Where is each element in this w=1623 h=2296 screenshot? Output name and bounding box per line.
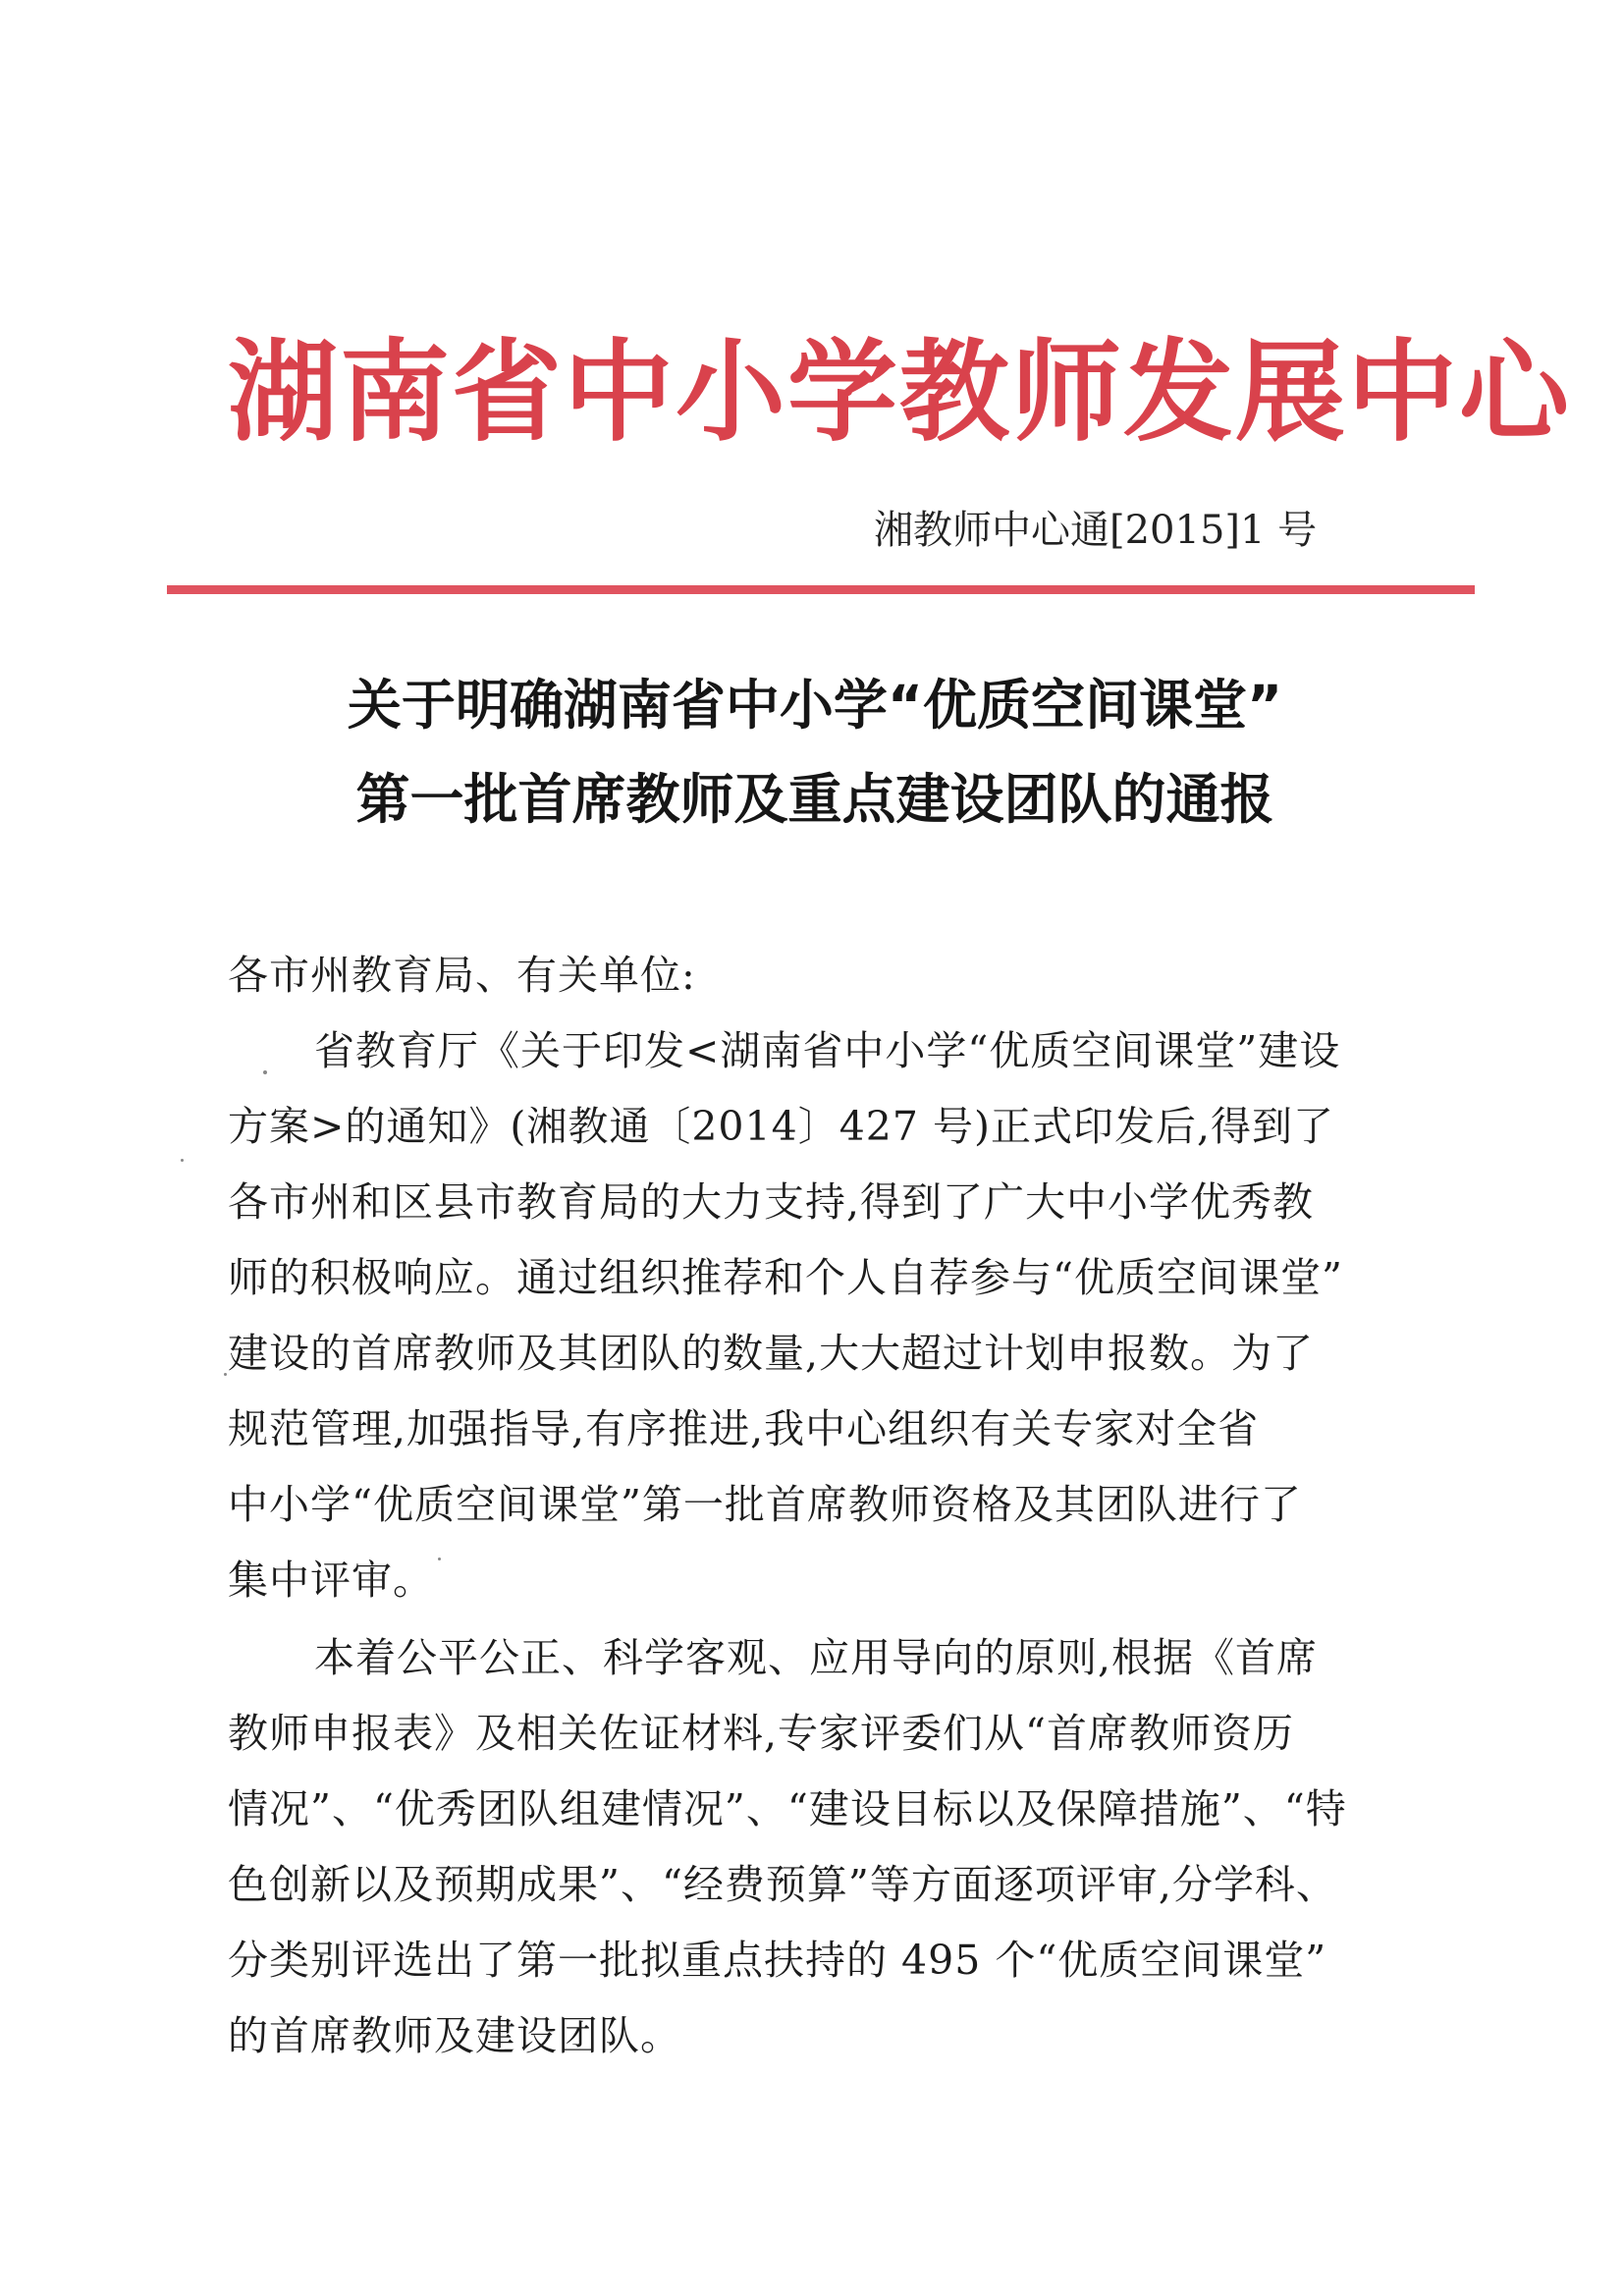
red-divider-line bbox=[167, 585, 1475, 594]
paragraph-1-line: 师的积极响应。通过组织推荐和个人自荐参与“优质空间课堂” bbox=[228, 1254, 1343, 1301]
paragraph-1-line: 各市州和区县市教育局的大力支持,得到了广大中小学优秀教 bbox=[228, 1178, 1315, 1226]
issuing-organization-header: 湖南省中小学教师发展中心 bbox=[228, 329, 1571, 457]
paragraph-2-line: 教师申报表》及相关佐证材料,专家评委们从“首席教师资历 bbox=[228, 1710, 1294, 1757]
document-number: 湘教师中心通[2015]1 号 bbox=[874, 508, 1318, 553]
paragraph-2 bbox=[228, 1620, 1406, 2074]
paragraph-2-line: 分类别评选出了第一批拟重点扶持的 495 个“优质空间课堂” bbox=[228, 1937, 1327, 1984]
paragraph-1-line: 省教育厅《关于印发<湖南省中小学“优质空间课堂”建设 bbox=[314, 1027, 1341, 1074]
paragraph-1-line: 方案>的通知》(湘教通〔2014〕427 号)正式印发后,得到了 bbox=[228, 1103, 1335, 1150]
paragraph-1-line: 集中评审。 bbox=[228, 1557, 434, 1604]
paragraph-1-line: 中小学“优质空间课堂”第一批首席教师资格及其团队进行了 bbox=[228, 1481, 1302, 1528]
paragraph-1 bbox=[228, 1013, 1406, 1618]
paragraph-2-line: 的首席教师及建设团队。 bbox=[228, 2012, 681, 2059]
title-line-1: 关于明确湖南省中小学“优质空间课堂” bbox=[347, 674, 1283, 737]
document-title bbox=[226, 658, 1404, 847]
paragraph-1-line: 建设的首席教师及其团队的数量,大大超过计划申报数。为了 bbox=[228, 1330, 1315, 1377]
paragraph-2-line: 情况”、“优秀团队组建情况”、“建设目标以及保障措施”、“特 bbox=[228, 1785, 1347, 1832]
title-line-2: 第一批首席教师及重点建设团队的通报 bbox=[355, 768, 1274, 831]
scan-speck bbox=[263, 1070, 267, 1074]
scan-speck bbox=[224, 1373, 227, 1376]
paragraph-1-line: 规范管理,加强指导,有序推进,我中心组织有关专家对全省 bbox=[228, 1405, 1260, 1452]
scan-speck bbox=[438, 1558, 441, 1560]
paragraph-2-line: 色创新以及预期成果”、“经费预算”等方面逐项评审,分学科、 bbox=[228, 1861, 1337, 1908]
scan-speck bbox=[181, 1159, 184, 1162]
salutation: 各市州教育局、有关单位: bbox=[228, 952, 696, 999]
paragraph-2-line: 本着公平公正、科学客观、应用导向的原则,根据《首席 bbox=[314, 1634, 1319, 1681]
